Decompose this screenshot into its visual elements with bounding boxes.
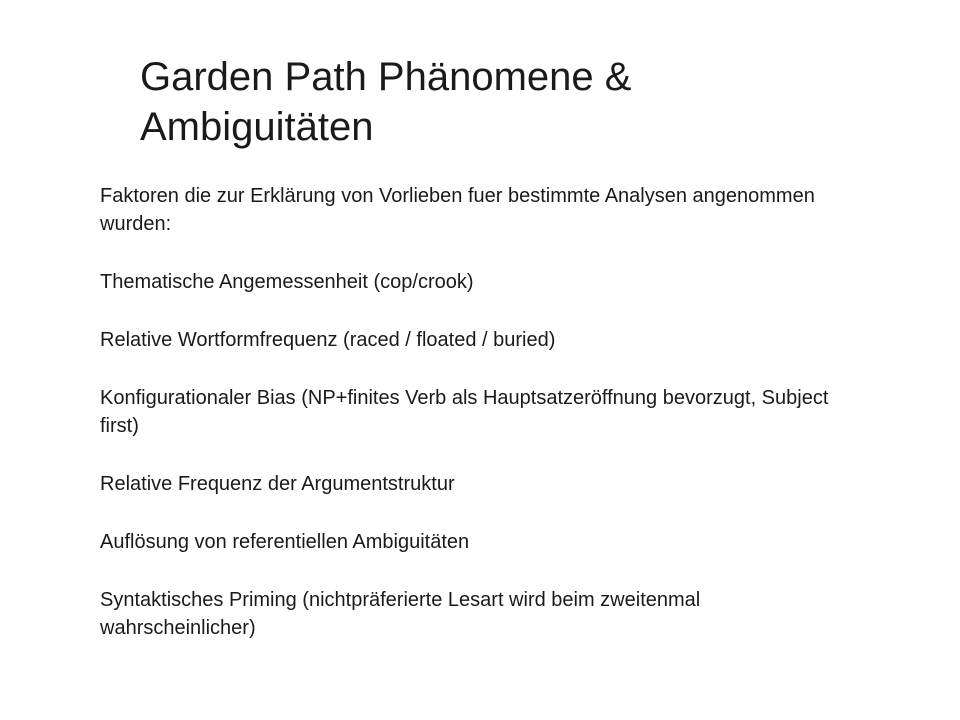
- factor-item: Relative Wortformfrequenz (raced / floated / buried): [100, 329, 556, 351]
- slide-title: Garden Path Phänomene & Ambiguitäten: [140, 55, 632, 149]
- factor-item: Konfigurationaler Bias (NP+finites Verb als Hauptsatzeröffnung bevorzugt, Subject first): [100, 387, 829, 437]
- factor-item: Relative Frequenz der Argumentstruktur: [100, 473, 455, 495]
- intro-text: Faktoren die zur Erklärung von Vorlieben fuer bestimmte Analysen angenommen wurden:: [100, 185, 815, 235]
- factor-item: Auflösung von referentiellen Ambiguitäten: [100, 531, 470, 553]
- slide-body: [100, 182, 860, 672]
- factor-item: Thematische Angemessenheit (cop/crook): [100, 271, 474, 293]
- factor-item: Syntaktisches Priming (nichtpräferierte Lesart wird beim zweitenmal wahrscheinlicher): [100, 589, 701, 639]
